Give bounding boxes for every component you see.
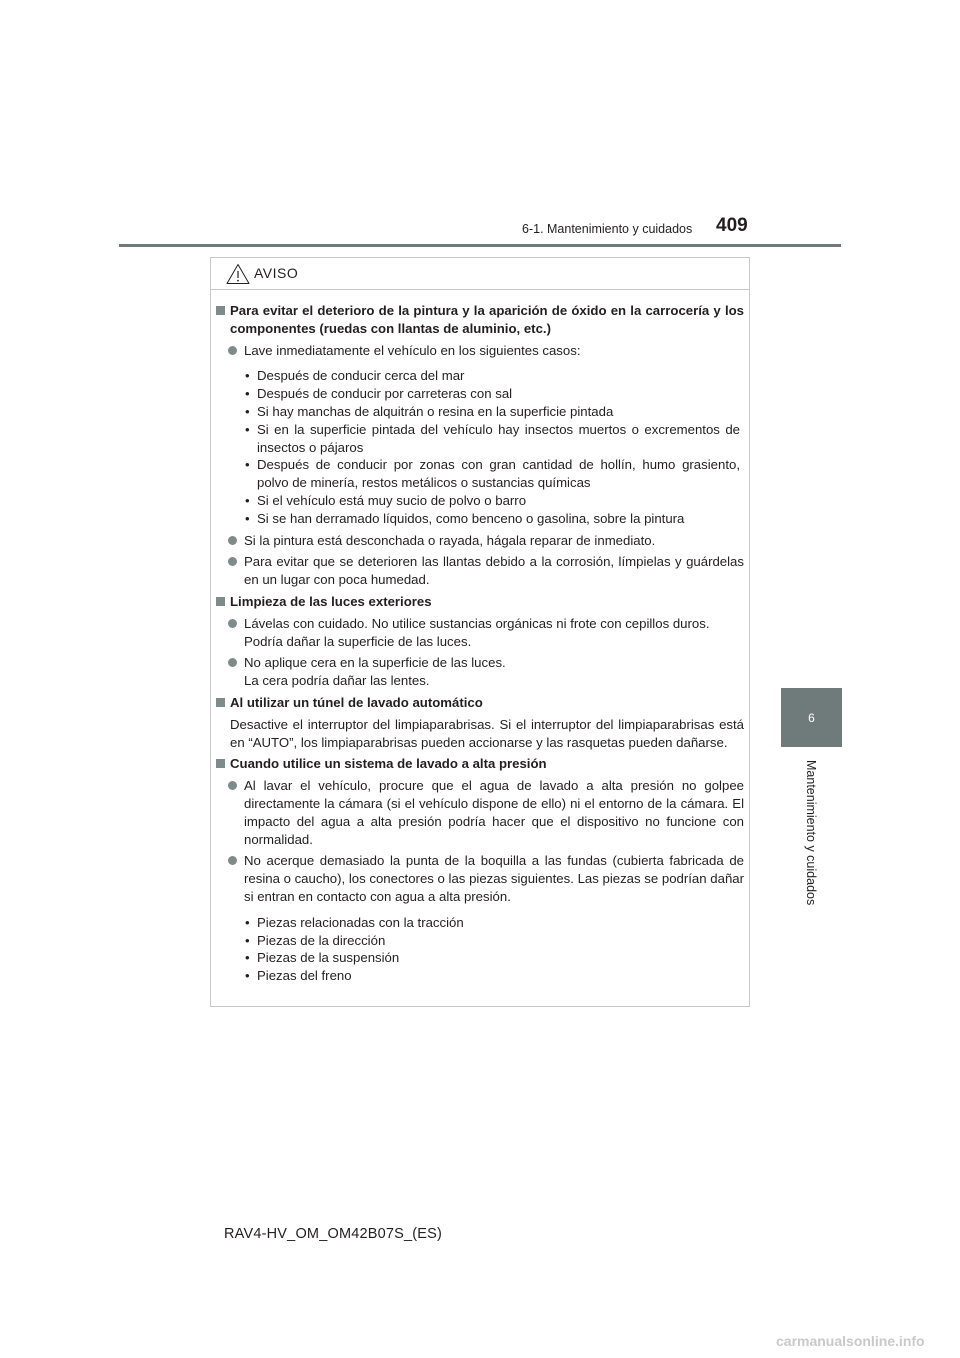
- list-item: • Piezas de la suspensión: [245, 950, 400, 966]
- circle-item: Si la pintura está desconchada o rayada, hágala reparar de inmediato.: [216, 532, 744, 550]
- watermark-text: carmanualsonline.info: [776, 1333, 925, 1349]
- circle-item: Al lavar el vehículo, procure que el agua de lavado a alta presión no golpee directamente la cámara (si el vehículo dispone de ello) ni el entorno de la cámara. El impacto del agua a alta presión podría hacer que el dispositivo no funcione con normalidad.: [216, 777, 744, 848]
- circle-item: Para evitar que se deterioren las llantas debido a la corrosión, límpielas y guárdelas en un lugar con poca humedad.: [216, 553, 744, 589]
- warning-notice-content: [216, 302, 744, 989]
- list-item: • Si el vehículo está muy sucio de polvo o barro: [245, 492, 527, 508]
- section-heading: Limpieza de las luces exteriores: [216, 593, 744, 611]
- circle-item: Lávelas con cuidado. No utilice sustancias orgánicas ni frote con cepillos duros. Podría dañar la superficie de las luces.: [216, 615, 744, 651]
- paragraph: Desactive el interruptor del limpiaparabrisas. Si el interruptor del limpiaparabrisas está en “AUTO”, los limpiaparabrisas pueden accionarse y las rasquetas pueden dañarse.: [230, 716, 744, 750]
- warning-notice-box: [210, 257, 750, 1007]
- circle-bullet-icon: [228, 346, 237, 355]
- list-item: • Si en la superficie pintada del vehículo hay insectos muertos o excrementos de insectos o pájaros: [245, 421, 740, 455]
- list-item: • Piezas de la dirección: [245, 932, 386, 948]
- circle-bullet-icon: [228, 658, 237, 667]
- square-bullet-icon: [216, 597, 225, 606]
- list-item: • Piezas del freno: [245, 968, 352, 984]
- list-item: • Después de conducir por carreteras con sal: [245, 386, 513, 402]
- circle-bullet-icon: [228, 856, 237, 865]
- circle-bullet-icon: [228, 557, 237, 566]
- warning-notice-title: AVISO: [254, 265, 299, 281]
- bullet-list: [216, 367, 744, 527]
- circle-item: Lave inmediatamente el vehículo en los siguientes casos:: [216, 342, 744, 360]
- chapter-tab-number: 6: [808, 710, 815, 725]
- circle-item: No acerque demasiado la punta de la boquilla a las fundas (cubierta fabricada de resina o caucho), los conectores o las piezas siguientes. Las piezas se podrían dañar si entran en contacto con agua a alta presión.: [216, 852, 744, 905]
- bullet-list: [216, 914, 744, 985]
- page-number: 409: [716, 215, 748, 236]
- section-heading: Al utilizar un túnel de lavado automático: [216, 694, 744, 712]
- list-item: • Después de conducir cerca del mar: [245, 368, 465, 384]
- section-heading: Cuando utilice un sistema de lavado a alta presión: [216, 755, 744, 773]
- section-heading: Para evitar el deterioro de la pintura y la aparición de óxido en la carrocería y los componentes (ruedas con llantas de aluminio, etc.): [216, 302, 744, 338]
- circle-bullet-icon: [228, 781, 237, 790]
- list-item: • Si hay manchas de alquitrán o resina en la superficie pintada: [245, 403, 614, 419]
- document-code: RAV4-HV_OM_OM42B07S_(ES): [224, 1226, 443, 1242]
- circle-item: No aplique cera en la superficie de las luces. La cera podría dañar las lentes.: [216, 654, 744, 690]
- list-item: • Si se han derramado líquidos, como benceno o gasolina, sobre la pintura: [245, 510, 685, 526]
- header-section-title: 6-1. Mantenimiento y cuidados: [522, 222, 693, 236]
- square-bullet-icon: [216, 306, 225, 315]
- square-bullet-icon: [216, 759, 225, 768]
- warning-triangle-icon: [226, 263, 250, 285]
- warning-notice-header: [211, 258, 749, 290]
- header-divider: [119, 244, 841, 247]
- square-bullet-icon: [216, 698, 225, 707]
- list-item: • Después de conducir por zonas con gran cantidad de hollín, humo grasiento, polvo de minería, restos metálicos o sustancias químicas: [245, 457, 740, 491]
- chapter-tab[interactable]: [781, 688, 842, 747]
- circle-bullet-icon: [228, 619, 237, 628]
- chapter-tab-label: Mantenimiento y cuidados: [804, 760, 818, 906]
- circle-bullet-icon: [228, 536, 237, 545]
- list-item: • Piezas relacionadas con la tracción: [245, 914, 464, 930]
